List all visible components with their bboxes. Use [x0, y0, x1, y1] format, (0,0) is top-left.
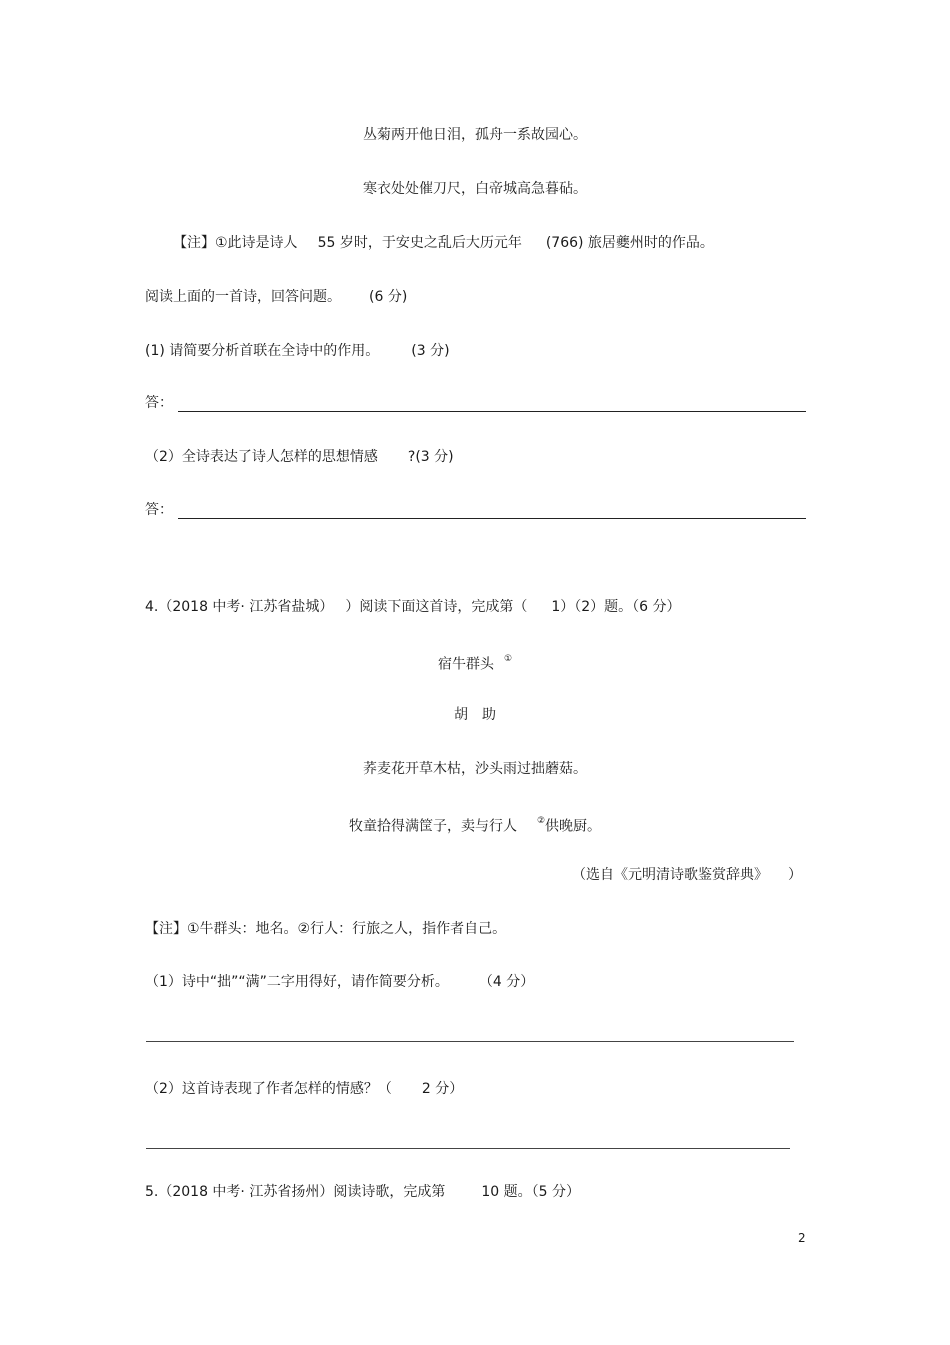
- poem-title: 宿牛群头 ①: [437, 654, 513, 673]
- question-5-heading: 5.（2018 中考· 江苏省扬州）阅读诗歌，完成第 10 题。（5 分）: [145, 1184, 580, 1200]
- poem-line-2: 牧童拾得满筐子，卖与行人 ②供晚厨。: [348, 816, 602, 835]
- answer-line-4[interactable]: [146, 1148, 790, 1149]
- poem-line-1: 荞麦花开草木枯，沙头雨过拙蘑菇。: [363, 761, 587, 777]
- page-number: 2: [798, 1231, 806, 1245]
- answer-label-1: 答：: [145, 395, 173, 411]
- poem-author: 胡 助: [454, 707, 496, 723]
- question-1: (1) 请简要分析首联在全诗中的作用。 (3 分): [145, 343, 450, 359]
- question-2: （2）全诗表达了诗人怎样的思想情感 ?(3 分): [145, 449, 454, 465]
- question-4-1: （1）诗中“拙”“满”二字用得好，请作简要分析。 （4 分）: [145, 974, 535, 990]
- question-4-2: （2）这首诗表现了作者怎样的情感？（ 2 分）: [145, 1081, 464, 1097]
- footnote-marker-1: ①: [503, 654, 513, 664]
- answer-line-1[interactable]: [178, 411, 806, 412]
- reading-instruction: 阅读上面的一首诗，回答问题。 (6 分): [145, 289, 408, 305]
- poem-source: （选自《元明清诗歌鉴赏辞典》 ）: [572, 867, 802, 883]
- question-4-heading: 4.（2018 中考· 江苏省盐城） ）阅读下面这首诗，完成第（ 1）（2）题。（6 分）: [145, 599, 681, 615]
- poem-footnote: 【注】①牛群头：地名。②行人：行旅之人，指作者自己。: [145, 921, 507, 937]
- poem-line-3: 丛菊两开他日泪，孤舟一系故园心。: [363, 127, 587, 143]
- footnote-marker-2: ②: [536, 816, 546, 826]
- answer-label-2: 答：: [145, 502, 173, 518]
- poem-note: 【注】①此诗是诗人 55 岁时，于安史之乱后大历元年 (766) 旅居夔州时的作品。: [173, 235, 714, 251]
- poem-line-4: 寒衣处处催刀尺，白帝城高急暮砧。: [363, 181, 587, 197]
- answer-line-3[interactable]: [146, 1041, 794, 1042]
- answer-line-2[interactable]: [178, 518, 806, 519]
